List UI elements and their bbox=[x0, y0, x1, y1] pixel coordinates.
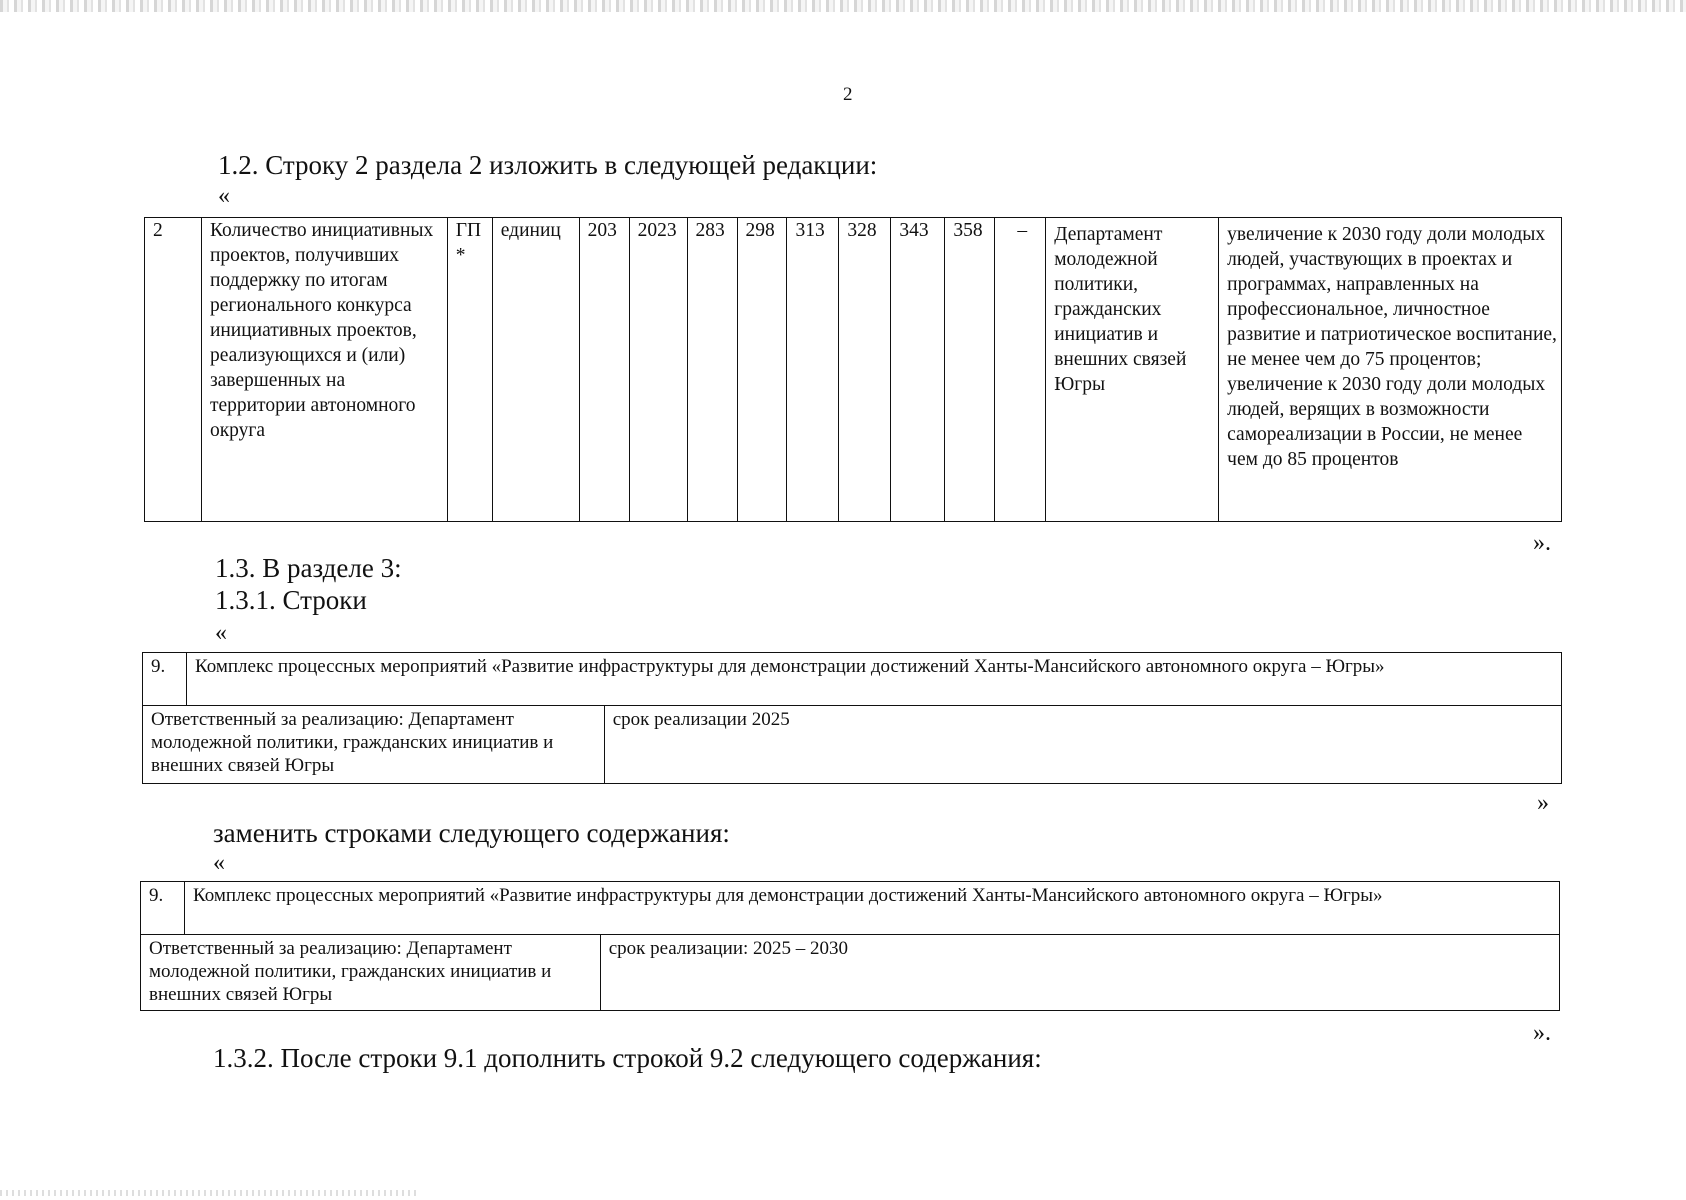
value-cell: 283 bbox=[687, 218, 737, 522]
block-responsible: Ответственный за реализацию: Департамент молодежной политики, гражданских инициатив и внешних связей Югры bbox=[141, 935, 601, 1011]
close-quote-old: » bbox=[1537, 790, 1549, 816]
open-quote-new: « bbox=[213, 850, 225, 876]
linkage-cell: увеличение к 2030 году доли молодых людей, участвующих в проектах и программах, направленных на профессиональное, личностное развитие и патриотическое воспитание, не менее чем до 75 процентов; увеличение к 2030 году доли молодых людей, верящих в возможности самореализации в России, не менее чем до 85 процентов bbox=[1219, 218, 1562, 522]
scan-artifact-bottom bbox=[0, 1190, 420, 1196]
responsible-cell: Департамент молодежной политики, гражданских инициатив и внешних связей Югры bbox=[1046, 218, 1219, 522]
scan-artifact-top bbox=[0, 0, 1686, 12]
value-cell: 203 bbox=[579, 218, 629, 522]
new-block-table bbox=[140, 881, 1560, 1011]
table-row bbox=[145, 218, 1562, 522]
table-row bbox=[141, 935, 1560, 1011]
heading-1-3: 1.3. В разделе 3: bbox=[215, 553, 402, 583]
block-term: срок реализации 2025 bbox=[604, 706, 1561, 784]
heading-1-2: 1.2. Строку 2 раздела 2 изложить в следующей редакции: bbox=[218, 150, 878, 180]
indicator-unit: единиц bbox=[492, 218, 579, 522]
indicator-level: ГП* bbox=[447, 218, 492, 522]
block-title: Комплекс процессных мероприятий «Развитие инфраструктуры для демонстрации достижений Ханты-Мансийского автономного округа – Югры» bbox=[184, 882, 1559, 935]
block-title: Комплекс процессных мероприятий «Развитие инфраструктуры для демонстрации достижений Ханты-Мансийского автономного округа – Югры» bbox=[186, 653, 1561, 706]
close-quote-1-2: ». bbox=[1533, 530, 1551, 556]
replace-instruction: заменить строками следующего содержания: bbox=[213, 818, 730, 848]
dash-cell: – bbox=[995, 218, 1046, 522]
block-responsible: Ответственный за реализацию: Департамент молодежной политики, гражданских инициатив и внешних связей Югры bbox=[143, 706, 605, 784]
value-cell: 313 bbox=[787, 218, 839, 522]
block-number: 9. bbox=[141, 882, 185, 935]
value-cell: 328 bbox=[839, 218, 891, 522]
open-quote-1-2: « bbox=[218, 183, 230, 209]
page-number: 2 bbox=[843, 84, 853, 105]
block-number: 9. bbox=[143, 653, 187, 706]
indicator-name: Количество инициативных проектов, получивших поддержку по итогам регионального конкурса инициативных проектов, реализующихся и (или) завершенных на территории автономного округа bbox=[201, 218, 447, 522]
table-row bbox=[143, 706, 1562, 784]
block-term: срок реализации: 2025 – 2030 bbox=[600, 935, 1559, 1011]
value-cell: 298 bbox=[737, 218, 787, 522]
table-row bbox=[141, 882, 1560, 935]
table-row bbox=[143, 653, 1562, 706]
heading-1-3-1: 1.3.1. Строки bbox=[215, 585, 367, 615]
heading-1-3-2: 1.3.2. После строки 9.1 дополнить строкой 9.2 следующего содержания: bbox=[213, 1043, 1042, 1073]
indicator-table bbox=[144, 217, 1562, 522]
value-cell: 358 bbox=[945, 218, 995, 522]
row-number: 2 bbox=[145, 218, 202, 522]
old-block-table bbox=[142, 652, 1562, 784]
value-cell: 343 bbox=[891, 218, 945, 522]
open-quote-old: « bbox=[215, 620, 227, 646]
value-cell: 2023 bbox=[629, 218, 687, 522]
close-quote-new: ». bbox=[1533, 1020, 1551, 1046]
